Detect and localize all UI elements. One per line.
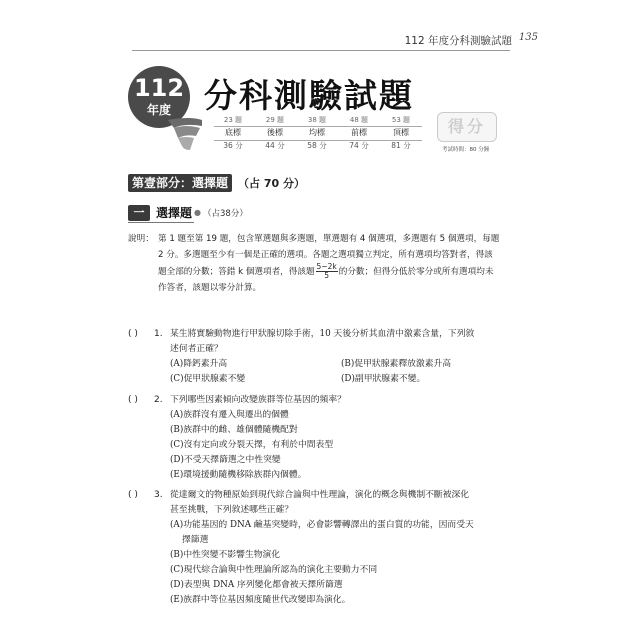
score-column <box>382 115 420 152</box>
time-note: 考試時間：80 分鐘 <box>442 147 490 153</box>
page-number: 135 <box>518 32 538 43</box>
exam-title: 分科測驗試題 <box>204 76 414 115</box>
score-question-count: 53 題 <box>391 116 411 124</box>
question-stem: 從達爾文的物種原始到現代綜合論與中性理論，演化的概念與機制不斷被深化 <box>170 490 470 500</box>
score-question-count: 48 題 <box>349 116 369 124</box>
option-a[interactable]: (A)降鈣素升高 <box>170 359 228 369</box>
score-level: 均標 <box>309 128 325 137</box>
score-points: 58 分 <box>307 141 327 150</box>
part-percentage: （占 70 分） <box>238 176 305 190</box>
swoosh-decoration-icon <box>166 116 206 154</box>
score-question-count: 38 題 <box>307 116 327 124</box>
score-points: 36 分 <box>223 141 243 150</box>
option-c[interactable]: (C)現代綜合論與中性理論所認為的演化主要動力不同 <box>170 565 378 575</box>
score-points: 74 分 <box>349 141 369 150</box>
score-column <box>256 115 294 152</box>
option-a[interactable] <box>170 518 512 548</box>
option-d[interactable]: (D)表型與 DNA 序列變化都會被天擇所篩選 <box>170 580 343 590</box>
option-a-continuation: 擇篩選 <box>182 535 209 545</box>
option-e[interactable]: (E)環境援動隨機移除族群內個體。 <box>170 470 307 480</box>
score-level: 前標 <box>351 128 367 137</box>
running-header <box>404 32 538 48</box>
bullet-icon: ● <box>194 208 201 217</box>
option-a-line: (A)功能基因的 DNA 鹼基突變時，必會影響轉譯出的蛋白質的功能，因而受天 <box>170 520 474 530</box>
score-level: 頂標 <box>393 128 409 137</box>
instructions-lead: 說明： <box>128 234 154 244</box>
score-points: 44 分 <box>265 141 285 150</box>
question-number: 2. <box>154 395 163 405</box>
option-a[interactable]: (A)族群沒有遷入與遷出的個體 <box>170 410 289 420</box>
instructions-text: 題全部的分數；答錯 k 個選項者，得該題 <box>158 267 315 277</box>
option-d[interactable]: (D)副甲狀腺素不變。 <box>341 374 426 384</box>
fraction-numerator: 5−2k <box>316 262 337 271</box>
part-heading <box>128 172 305 190</box>
score-points: 81 分 <box>391 141 411 150</box>
answer-blank[interactable]: ( ) <box>128 329 138 339</box>
option-b[interactable]: (B)族群中的雌、雄個體隨機配對 <box>170 425 298 435</box>
score-question-count: 23 題 <box>223 116 243 124</box>
option-d[interactable]: (D)不受天擇篩選之中性突變 <box>170 455 281 465</box>
score-question-count: 29 題 <box>265 116 285 124</box>
section-underline <box>128 222 194 223</box>
score-column <box>340 115 378 152</box>
option-c[interactable]: (C)沒有定向或分裂天擇，有利於中間表型 <box>170 440 334 450</box>
instructions-line: 第 1 題至第 19 題，包含單選題與多選題，單選題有 4 個選項，多選題有 5 個選項，每題 <box>158 234 500 244</box>
instructions-line: 作答者，該題以零分計算。 <box>158 282 262 293</box>
question-stem: 下列哪些因素傾向改變族群等位基因的頻率？ <box>170 395 346 405</box>
badge-year: 112 <box>133 74 185 102</box>
badge-suffix: 年度 <box>146 103 171 117</box>
question-stem: 述何者正確？ <box>170 344 223 354</box>
option-b[interactable]: (B)促甲狀腺素釋放激素升高 <box>341 359 452 369</box>
question-number: 3. <box>154 490 163 500</box>
score-fraction <box>316 263 338 280</box>
running-header-title: 112 年度分科測驗試題 <box>404 35 512 47</box>
question-stem: 某生將實驗動物進行甲狀腺切除手術，10 天後分析其血清中激素含量，下列敘 <box>170 329 475 339</box>
instructions-text: 的分數；但得分低於零分或所有選項均未 <box>338 267 494 277</box>
option-e[interactable]: (E)族群中等位基因頻度隨世代改變即為演化。 <box>170 595 351 605</box>
section-heading <box>128 202 508 218</box>
score-level: 後標 <box>267 128 283 137</box>
question-number: 1. <box>154 329 163 339</box>
section-number: 一 <box>128 205 150 221</box>
option-c[interactable]: (C)促甲狀腺素不變 <box>170 374 246 384</box>
score-box[interactable]: 得分 <box>437 112 497 142</box>
section-percentage: （占38分） <box>203 208 248 219</box>
score-level: 底標 <box>225 128 241 137</box>
header-divider <box>132 50 510 51</box>
answer-blank[interactable]: ( ) <box>128 490 138 500</box>
option-b[interactable]: (B)中性突變不影響生物演化 <box>170 550 281 560</box>
fraction-denominator: 5 <box>324 271 330 280</box>
score-column <box>298 115 336 152</box>
instructions-line: 2 分。多選題至少有一個是正確的選項。各題之選項獨立判定，所有選項均答對者，得該 <box>158 249 493 260</box>
score-column <box>214 115 252 152</box>
instructions-line <box>158 263 512 281</box>
section-title: 選擇題 <box>156 206 193 220</box>
answer-blank[interactable]: ( ) <box>128 395 138 405</box>
part-label: 第壹部分：選擇題 <box>128 174 232 192</box>
question-stem: 甚至挑戰，下列敘述哪些正確？ <box>170 505 294 515</box>
